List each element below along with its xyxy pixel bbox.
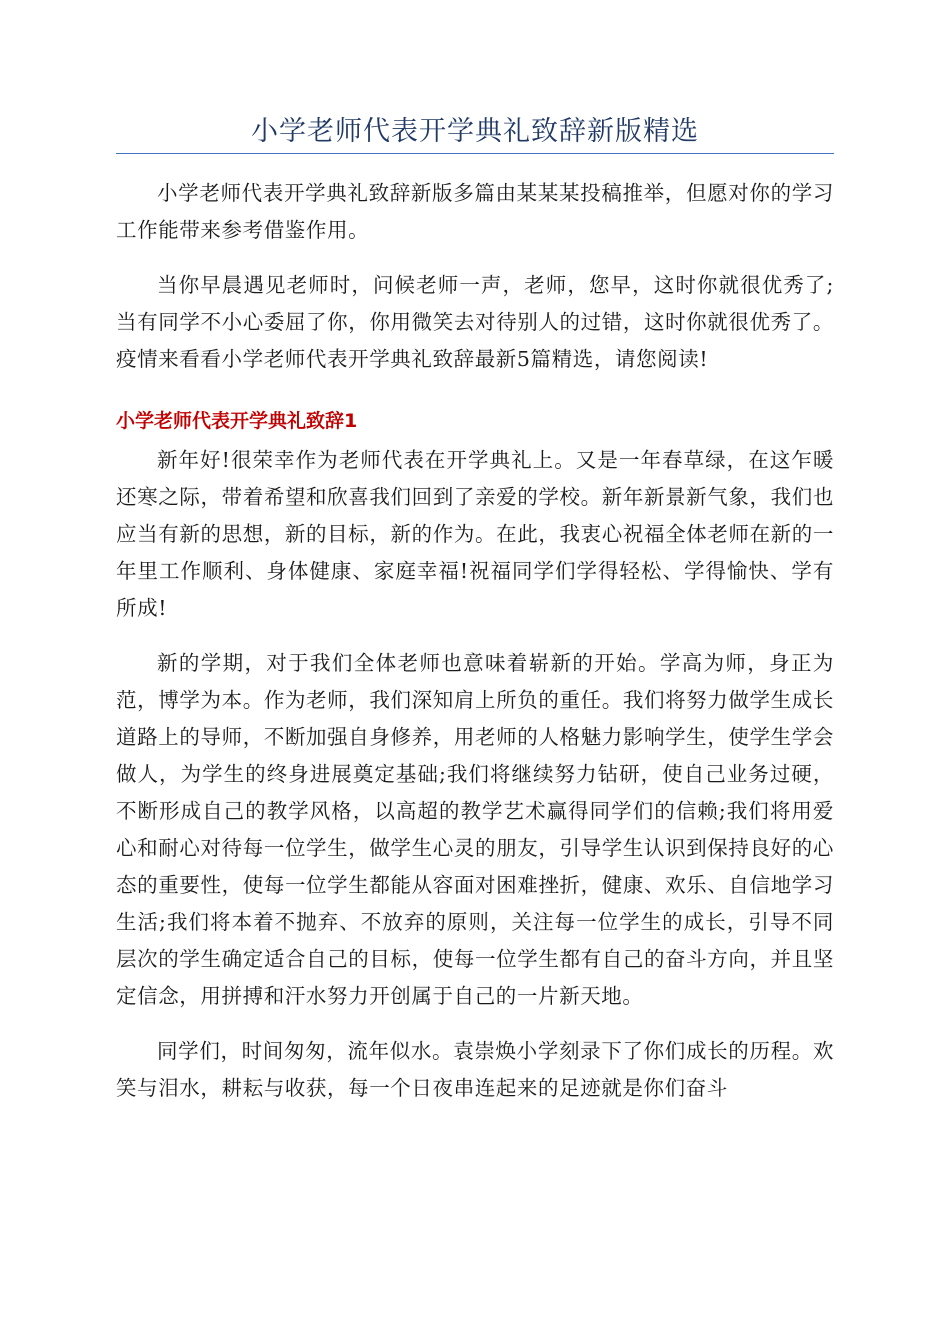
- body-paragraph: 同学们，时间匆匆，流年似水。袁崇焕小学刻录下了你们成长的历程。欢笑与泪水，耕耘与收获，每一个日夜串连起来的足迹就是你们奋斗: [116, 1039, 834, 1100]
- document-body: [116, 175, 834, 1125]
- intro-paragraph: 当你早晨遇见老师时，问候老师一声，老师，您早，这时你就很优秀了;当有同学不小心委屈了你，你用微笑去对待别人的过错，这时你就很优秀了。疫情来看看小学老师代表开学典礼致辞最新5篇精选，请您阅读!: [116, 273, 834, 371]
- document-title: 小学老师代表开学典礼致辞新版精选: [251, 116, 699, 147]
- intro-paragraph: 小学老师代表开学典礼致辞新版多篇由某某某投稿推举，但愿对你的学习工作能带来参考借鉴作用。: [116, 181, 834, 242]
- body-paragraph: 新的学期，对于我们全体老师也意味着崭新的开始。学高为师，身正为范，博学为本。作为老师，我们深知肩上所负的重任。我们将努力做学生成长道路上的导师，不断加强自身修养，用老师的人格魅力影响学生，使学生学会做人，为学生的终身进展奠定基础;我们将继续努力钻研，使自己业务过硬，不断形成自己的教学风格，以高超的教学艺术赢得同学们的信赖;我们将用爱心和耐心对待每一位学生，做学生心灵的朋友，引导学生认识到保持良好的心态的重要性，使每一位学生都能从容面对困难挫折，健康、欢乐、自信地学习生活;我们将本着不抛弃、不放弃的原则，关注每一位学生的成长，引导不同层次的学生确定适合自己的目标，使每一位学生都有自己的奋斗方向，并且坚定信念，用拼搏和汗水努力开创属于自己的一片新天地。: [116, 651, 834, 1008]
- section-heading: 小学老师代表开学典礼致辞1: [116, 410, 358, 432]
- body-paragraph: 新年好!很荣幸作为老师代表在开学典礼上。又是一年春草绿，在这乍暖还寒之际，带着希望和欣喜我们回到了亲爱的学校。新年新景新气象，我们也应当有新的思想，新的目标，新的作为。在此，我衷心祝福全体老师在新的一年里工作顺利、身体健康、家庭幸福!祝福同学们学得轻松、学得愉快、学有所成!: [116, 448, 834, 620]
- title-underline: [116, 153, 834, 154]
